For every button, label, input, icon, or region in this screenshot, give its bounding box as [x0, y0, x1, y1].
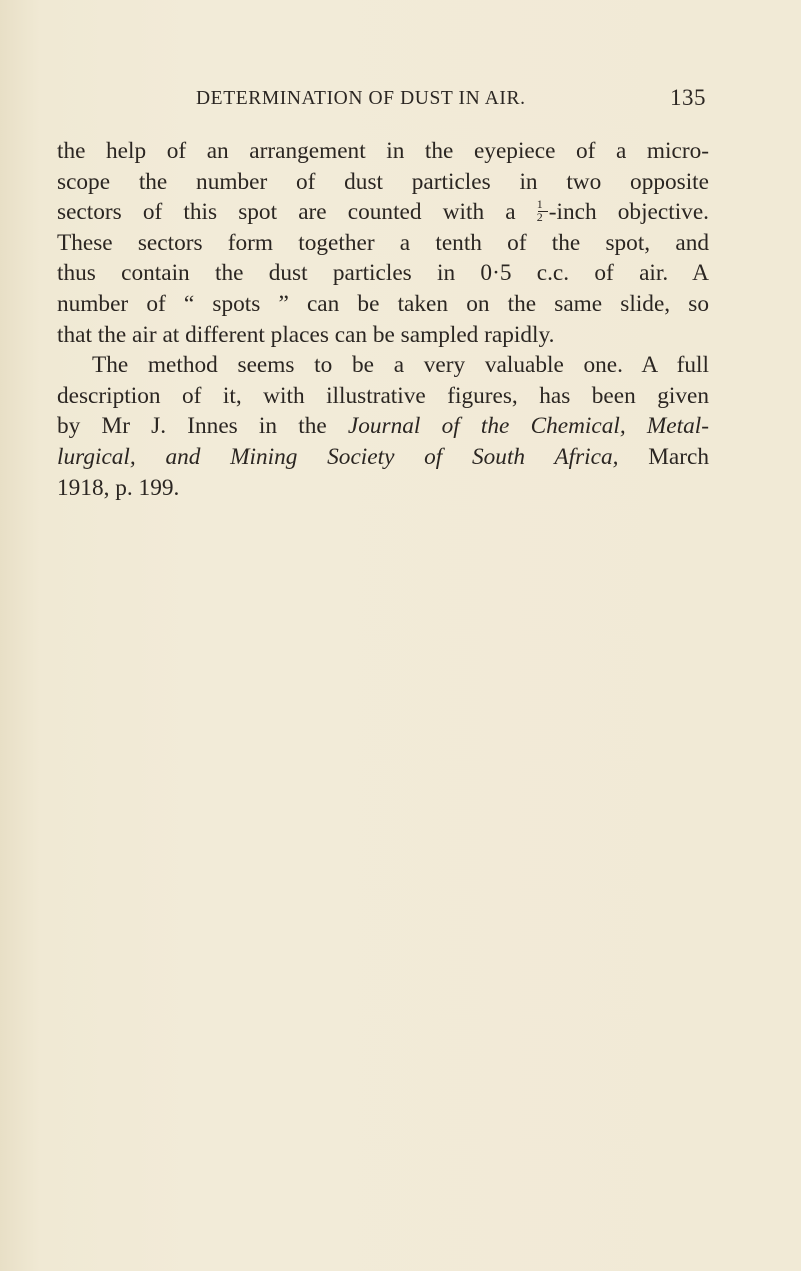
text-line: thus contain the dust particles in 0·5 c.c. of air. A: [57, 260, 709, 287]
text-line: The method seems to be a very valuable one. A full: [92, 352, 709, 379]
fraction-one-half: [536, 197, 549, 225]
running-title: DETERMINATION OF DUST IN AIR.: [196, 88, 526, 109]
text-line: These sectors form together a tenth of the spot, and: [57, 229, 709, 256]
fraction-numerator: 1: [536, 197, 543, 212]
journal-title-part: Journal of the Chemical, Metal-: [347, 413, 709, 440]
page-number: 135: [670, 85, 706, 110]
text-line: scope the number of dust particles in two opposite: [57, 168, 709, 195]
text-line: the help of an arrangement in the eyepiece of a micro-: [57, 138, 709, 164]
text-line: [57, 197, 709, 228]
text-segment: by Mr J. Innes in the: [57, 413, 327, 440]
text-segment: -inch objective.: [548, 199, 709, 226]
running-head: [196, 85, 706, 118]
text-segment: March: [648, 443, 709, 470]
paragraph-1: [57, 136, 709, 350]
text-segment: sectors of this spot are counted with a: [57, 199, 516, 226]
text-line: [57, 442, 709, 473]
text-line: that the air at different places can be sampled rapidly.: [57, 321, 555, 348]
text-line: number of “ spots ” can be taken on the same slide, so: [57, 290, 709, 317]
paragraph-2: [57, 350, 709, 503]
fraction-denominator: 2: [536, 210, 543, 225]
text-line: description of it, with illustrative figures, has been given: [57, 382, 709, 409]
journal-title-part: lurgical, and Mining Society of South Africa,: [57, 443, 619, 470]
text-line: [57, 411, 709, 442]
body-text: [57, 136, 709, 503]
text-line: 1918, p. 199.: [57, 474, 180, 501]
